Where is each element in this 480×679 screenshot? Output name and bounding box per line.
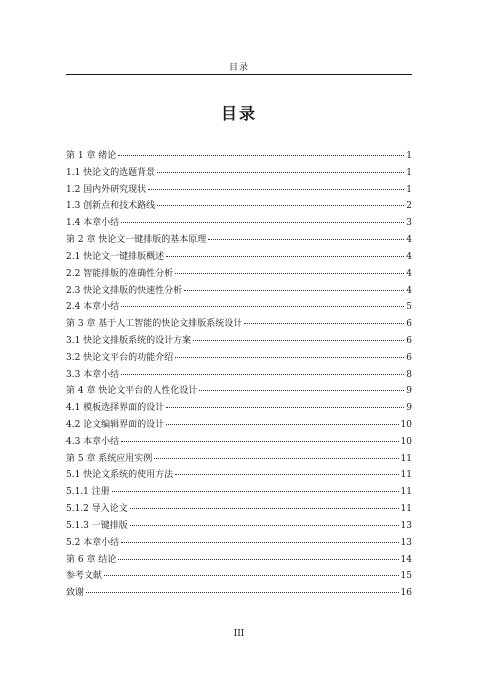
toc-entry-label: 5.1.2 导入论文 [66, 504, 128, 515]
toc-entry[interactable] [66, 552, 412, 569]
toc-leader [199, 390, 404, 391]
toc-leader [130, 525, 399, 526]
toc-entry[interactable] [66, 182, 412, 199]
toc-entry-page: 15 [400, 571, 412, 582]
toc-entry-label: 第 3 章 基于人工智能的快论文排版系统设计 [66, 319, 243, 330]
toc-entry[interactable] [66, 451, 412, 468]
toc-leader [112, 491, 399, 492]
toc-entry[interactable] [66, 215, 412, 232]
toc-entry[interactable] [66, 266, 412, 283]
toc-entry-page: 14 [400, 554, 412, 565]
toc-leader [121, 222, 404, 223]
toc-leader [121, 542, 398, 543]
toc-entry-label: 3.1 快论文排版系统的设计方案 [66, 335, 192, 346]
toc-entry-page: 6 [406, 319, 412, 330]
toc-entry-label: 5.1.1 注册 [66, 487, 110, 498]
toc-entry-label: 第 4 章 快论文平台的人性化设计 [66, 386, 198, 397]
toc-leader [175, 273, 404, 274]
page-number: III [233, 629, 245, 639]
toc-entry[interactable] [66, 518, 412, 535]
toc-entry-label: 第 6 章 结论 [66, 554, 117, 565]
toc-entry-label: 1.1 快论文的选题背景 [66, 167, 156, 178]
toc-entry-label: 1.2 国内外研究现状 [66, 184, 147, 195]
toc-entry[interactable] [66, 383, 412, 400]
toc-entry-label: 3.3 本章小结 [66, 369, 120, 380]
toc-leader [121, 374, 404, 375]
toc-entry[interactable] [66, 434, 412, 451]
toc-entry-page: 1 [406, 184, 412, 195]
toc-entry-page: 4 [406, 235, 412, 246]
toc-entry-page: 11 [400, 453, 412, 464]
header-rule [66, 74, 412, 75]
toc-entry-page: 4 [406, 285, 412, 296]
toc-entry[interactable] [66, 535, 412, 552]
toc-entry-label: 第 2 章 快论文一键排版的基本原理 [66, 235, 207, 246]
toc-entry-label: 4.3 本章小结 [66, 436, 120, 447]
toc-entry-label: 1.4 本章小结 [66, 218, 120, 229]
toc-entry[interactable] [66, 484, 412, 501]
running-header: 目录 [228, 63, 249, 73]
toc-entry-page: 11 [400, 470, 412, 481]
toc-entry-page: 13 [400, 520, 412, 531]
toc-leader [121, 306, 404, 307]
toc-entry-page: 6 [406, 335, 412, 346]
toc-leader [244, 323, 404, 324]
toc-leader [157, 205, 404, 206]
toc-entry-label: 2.3 快论文排版的快速性分析 [66, 285, 183, 296]
toc-leader [86, 592, 399, 593]
toc-entry[interactable] [66, 367, 412, 384]
toc-leader [193, 340, 404, 341]
toc-entry[interactable] [66, 148, 412, 165]
toc-entry-page: 11 [400, 504, 412, 515]
toc-entry-label: 致谢 [66, 588, 85, 599]
toc-entry-label: 参考文献 [66, 571, 103, 582]
toc-entry-label: 4.2 论文编辑界面的设计 [66, 420, 165, 430]
toc-entry-label: 5.2 本章小结 [66, 537, 120, 548]
toc-entry[interactable] [66, 400, 412, 417]
toc-entry[interactable] [66, 333, 412, 350]
toc-list [66, 148, 412, 602]
toc-entry-page: 9 [406, 386, 412, 397]
toc-entry-page: 9 [406, 403, 412, 414]
toc-leader [130, 508, 399, 509]
toc-leader [104, 575, 399, 576]
toc-entry[interactable] [66, 417, 412, 434]
toc-entry-page: 16 [400, 588, 412, 599]
toc-entry[interactable] [66, 350, 412, 367]
toc-entry-page: 1 [406, 151, 412, 161]
toc-entry[interactable] [66, 198, 412, 215]
toc-leader [118, 559, 398, 560]
toc-leader [148, 189, 404, 190]
toc-leader [154, 458, 398, 459]
toc-entry[interactable] [66, 467, 412, 484]
toc-entry-label: 5.1.3 一键排版 [66, 520, 128, 531]
toc-entry[interactable] [66, 232, 412, 249]
toc-entry-label: 3.2 快论文平台的功能介绍 [66, 352, 174, 363]
toc-entry[interactable] [66, 316, 412, 333]
toc-leader [208, 239, 404, 240]
toc-leader [175, 357, 404, 358]
toc-leader [166, 256, 404, 257]
toc-entry-page: 10 [400, 420, 412, 430]
toc-entry-label: 4.1 模板选择界面的设计 [66, 403, 165, 414]
toc-entry-page: 3 [406, 218, 412, 229]
toc-entry-page: 4 [406, 251, 412, 262]
toc-entry-label: 2.1 快论文一键排版概述 [66, 251, 165, 262]
toc-entry-page: 2 [406, 201, 412, 212]
toc-entry[interactable] [66, 585, 412, 602]
toc-entry[interactable] [66, 501, 412, 518]
toc-leader [157, 172, 404, 173]
toc-title: 目录 [220, 104, 257, 123]
toc-entry[interactable] [66, 568, 412, 585]
toc-leader [184, 290, 404, 291]
toc-entry[interactable] [66, 299, 412, 316]
toc-entry-label: 第 5 章 系统应用实例 [66, 453, 153, 464]
toc-entry-label: 5.1 快论文系统的使用方法 [66, 470, 174, 481]
toc-leader [118, 155, 404, 156]
toc-entry-page: 13 [400, 537, 412, 548]
toc-leader [166, 424, 398, 425]
toc-entry-label: 第 1 章 绪论 [66, 151, 117, 161]
toc-entry-page: 11 [400, 487, 412, 498]
toc-leader [166, 407, 404, 408]
toc-entry-page: 5 [406, 302, 412, 313]
toc-entry-label: 2.2 智能排版的准确性分析 [66, 268, 174, 279]
toc-entry[interactable] [66, 165, 412, 182]
toc-leader [121, 441, 398, 442]
toc-entry-page: 6 [406, 352, 412, 363]
toc-leader [175, 474, 398, 475]
toc-entry[interactable] [66, 283, 412, 300]
toc-entry-page: 8 [406, 369, 412, 380]
toc-entry-page: 4 [406, 268, 412, 279]
toc-entry-label: 2.4 本章小结 [66, 302, 120, 313]
toc-entry-label: 1.3 创新点和技术路线 [66, 201, 156, 212]
toc-entry-page: 10 [400, 436, 412, 447]
toc-entry-page: 1 [406, 167, 412, 178]
toc-entry[interactable] [66, 249, 412, 266]
